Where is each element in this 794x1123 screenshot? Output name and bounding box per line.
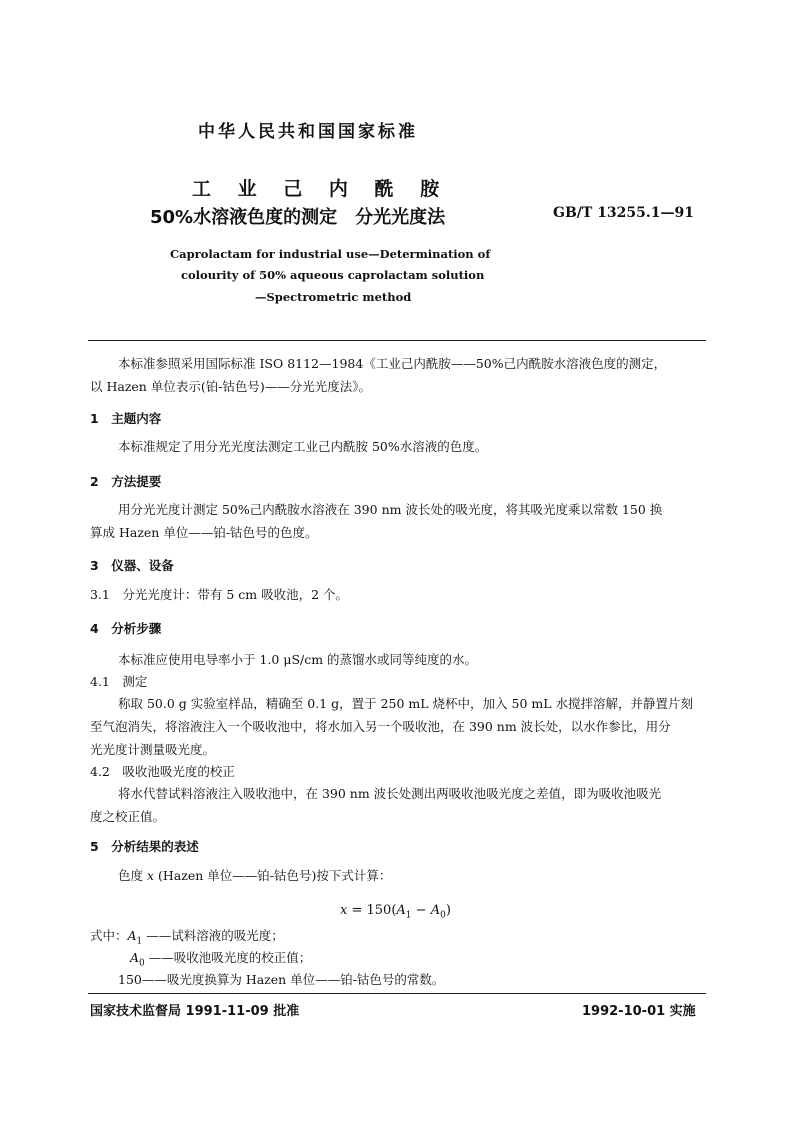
section-4-2-line1: 将水代替试料溶液注入吸收池中，在 390 nm 波长处测出两吸收池吸光度之差值，即为吸收池吸光 [118, 786, 662, 801]
where-150-line: 150——吸光度换算为 Hazen 单位——铂-钴色号的常数。 [118, 972, 445, 987]
english-title-line2: colourity of 50% aqueous caprolactam solution [181, 268, 485, 282]
formula-mid: = 150( [347, 903, 397, 918]
where-a0-line [130, 948, 311, 969]
where-a1-line [90, 926, 284, 947]
formula-a0-sub: 0 [440, 910, 446, 921]
section-4-1-line2: 至气泡消失，将溶液注入一个吸收池中，将水加入另一个吸收池，在 390 nm 波长处，以水作参比，用分 [90, 719, 671, 734]
section-4-text: 本标准应使用电导率小于 1.0 μS/cm 的蒸馏水或同等纯度的水。 [118, 652, 478, 667]
section-1-heading: 1 主题内容 [90, 411, 162, 426]
footer-divider [88, 993, 706, 994]
standard-title-line1: 工 业 己 内 酰 胺 [192, 178, 450, 200]
intro-line2: 以 Hazen 单位表示(铂-钴色号)——分光光度法》。 [90, 379, 372, 394]
header-divider [88, 340, 706, 341]
section-3-heading: 3 仪器、设备 [90, 558, 174, 573]
english-title-line1: Caprolactam for industrial use—Determination of [170, 247, 491, 261]
section-4-1-heading: 4.1 测定 [90, 674, 148, 689]
formula-a0: A [430, 903, 441, 918]
formula-a1-sub: 1 [405, 910, 412, 921]
where-a0-var: A [130, 950, 140, 965]
formula-minus: − [411, 903, 431, 918]
section-3-1-text: 3.1 分光光度计：带有 5 cm 吸收池，2 个。 [90, 587, 349, 602]
section-4-2-line2: 度之校正值。 [90, 809, 166, 824]
variable-x: x [146, 868, 155, 883]
section-2-line1: 用分光光度计测定 50%己内酰胺水溶液在 390 nm 波长处的吸光度，将其吸光度乘以常数 150 换 [118, 502, 663, 517]
section-4-1-line1: 称取 50.0 g 实验室样品，精确至 0.1 g，置于 250 mL 烧杯中，加入 50 mL 水搅拌溶解，并静置片刻 [118, 696, 693, 711]
intro-line1: 本标准参照采用国际标准 ISO 8112—1984《工业己内酰胺——50%己内酰胺水溶液色度的测定， [118, 356, 667, 371]
section-2-line2: 算成 Hazen 单位——铂-钴色号的色度。 [90, 525, 318, 540]
section-5-heading: 5 分析结果的表述 [90, 839, 199, 854]
where-prefix: 式中： [90, 928, 128, 943]
english-title-line3: —Spectrometric method [255, 290, 412, 304]
section-4-heading: 4 分析步骤 [90, 621, 162, 636]
section-4-2-heading: 4.2 吸收池吸光度的校正 [90, 764, 235, 779]
formula-lhs: x [340, 903, 348, 918]
formula-a1: A [396, 903, 406, 918]
where-a0-desc: ——吸收池吸光度的校正值； [144, 950, 312, 965]
section-4-1-line3: 光光度计测量吸光度。 [90, 742, 216, 757]
national-standard-title: 中华人民共和国国家标准 [198, 122, 418, 142]
section-2-heading: 2 方法提要 [90, 474, 162, 489]
formula [340, 903, 451, 921]
section-5-text-suffix: (Hazen 单位——铂-钴色号)按下式计算： [154, 868, 392, 883]
approval-date: 国家技术监督局 1991-11-09 批准 [90, 1004, 300, 1019]
where-a1-desc: ——试料溶液的吸光度； [142, 928, 284, 943]
formula-close: ) [445, 903, 451, 918]
section-1-text: 本标准规定了用分光光度法测定工业己内酰胺 50%水溶液的色度。 [118, 439, 488, 454]
implementation-date: 1992-10-01 实施 [582, 1004, 696, 1019]
section-5-text-prefix: 色度 [118, 868, 147, 883]
where-a1-var: A [127, 928, 137, 943]
where-a0-sub: 0 [139, 958, 145, 969]
standard-code: GB/T 13255.1—91 [553, 205, 694, 221]
standard-title-line2: 50%水溶液色度的测定 分光光度法 [150, 207, 446, 228]
section-5-text [118, 866, 391, 884]
where-a1-sub: 1 [136, 936, 143, 947]
